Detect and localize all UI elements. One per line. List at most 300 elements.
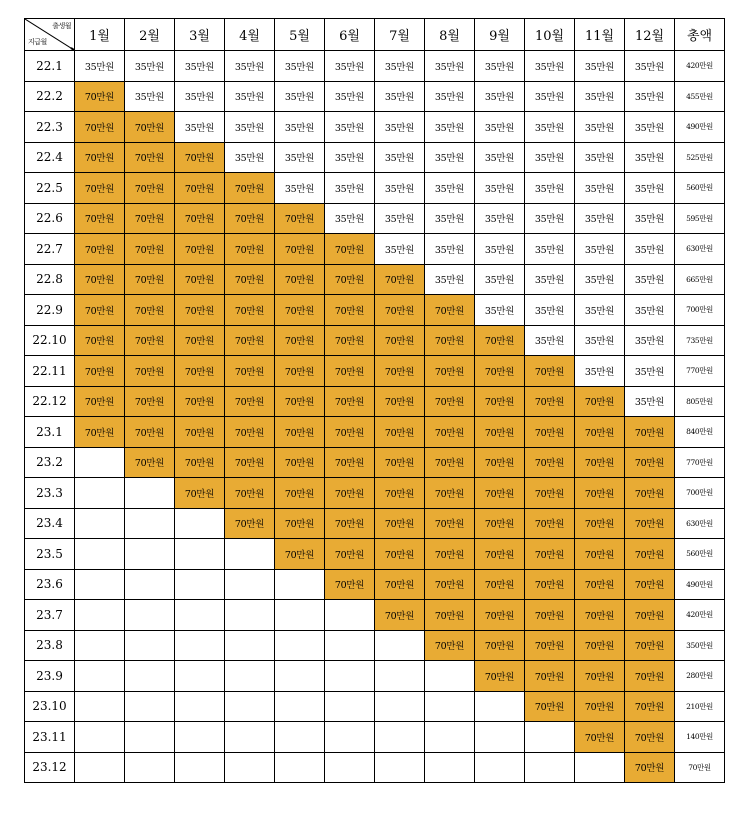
- amount-cell-high: 70만원: [325, 264, 375, 295]
- empty-cell: [225, 569, 275, 600]
- amount-cell-low: 35만원: [575, 325, 625, 356]
- empty-cell: [225, 752, 275, 783]
- empty-cell: [175, 691, 225, 722]
- amount-cell-low: 35만원: [475, 234, 525, 265]
- empty-cell: [325, 661, 375, 692]
- amount-cell-high: 70만원: [125, 325, 175, 356]
- amount-cell-low: 35만원: [75, 51, 125, 82]
- empty-cell: [125, 630, 175, 661]
- row-label: 22.8: [25, 264, 75, 295]
- total-cell: 630만원: [675, 508, 725, 539]
- empty-cell: [75, 539, 125, 570]
- amount-cell-high: 70만원: [275, 203, 325, 234]
- amount-cell-low: 35만원: [375, 173, 425, 204]
- amount-cell-high: 70만원: [475, 600, 525, 631]
- amount-cell-low: 35만원: [425, 142, 475, 173]
- column-header-month: 10월: [525, 19, 575, 51]
- amount-cell-low: 35만원: [625, 264, 675, 295]
- amount-cell-low: 35만원: [575, 264, 625, 295]
- empty-cell: [75, 722, 125, 753]
- row-label: 23.11: [25, 722, 75, 753]
- amount-cell-high: 70만원: [525, 600, 575, 631]
- amount-cell-low: 35만원: [425, 264, 475, 295]
- row-label: 22.12: [25, 386, 75, 417]
- amount-cell-high: 70만원: [425, 447, 475, 478]
- table-row: [25, 386, 725, 417]
- column-header-month: 12월: [625, 19, 675, 51]
- amount-cell-low: 35만원: [325, 203, 375, 234]
- amount-cell-high: 70만원: [625, 539, 675, 570]
- amount-cell-high: 70만원: [375, 356, 425, 387]
- amount-cell-low: 35만원: [625, 234, 675, 265]
- amount-cell-high: 70만원: [575, 661, 625, 692]
- empty-cell: [325, 630, 375, 661]
- table-row: [25, 203, 725, 234]
- empty-cell: [75, 569, 125, 600]
- total-cell: 140만원: [675, 722, 725, 753]
- table-row: [25, 356, 725, 387]
- amount-cell-high: 70만원: [425, 356, 475, 387]
- amount-cell-high: 70만원: [375, 508, 425, 539]
- total-cell: 770만원: [675, 447, 725, 478]
- amount-cell-high: 70만원: [225, 356, 275, 387]
- table-row: [25, 691, 725, 722]
- amount-cell-high: 70만원: [575, 447, 625, 478]
- amount-cell-high: 70만원: [525, 630, 575, 661]
- table-row: [25, 630, 725, 661]
- amount-cell-high: 70만원: [575, 630, 625, 661]
- empty-cell: [425, 691, 475, 722]
- empty-cell: [375, 722, 425, 753]
- amount-cell-high: 70만원: [575, 478, 625, 509]
- amount-cell-low: 35만원: [375, 234, 425, 265]
- empty-cell: [225, 691, 275, 722]
- empty-cell: [275, 600, 325, 631]
- table-row: [25, 142, 725, 173]
- row-label: 23.6: [25, 569, 75, 600]
- amount-cell-high: 70만원: [175, 295, 225, 326]
- amount-cell-high: 70만원: [425, 417, 475, 448]
- corner-birth-month-label: 출생월: [52, 22, 71, 30]
- amount-cell-high: 70만원: [425, 325, 475, 356]
- amount-cell-low: 35만원: [425, 203, 475, 234]
- column-header-month: 3월: [175, 19, 225, 51]
- empty-cell: [475, 691, 525, 722]
- amount-cell-high: 70만원: [425, 539, 475, 570]
- amount-cell-high: 70만원: [525, 661, 575, 692]
- amount-cell-high: 70만원: [475, 478, 525, 509]
- total-cell: 630만원: [675, 234, 725, 265]
- row-label: 23.7: [25, 600, 75, 631]
- amount-cell-high: 70만원: [175, 447, 225, 478]
- empty-cell: [275, 691, 325, 722]
- column-header-month: 1월: [75, 19, 125, 51]
- amount-cell-high: 70만원: [575, 539, 625, 570]
- row-label: 23.10: [25, 691, 75, 722]
- empty-cell: [375, 752, 425, 783]
- amount-cell-low: 35만원: [275, 173, 325, 204]
- column-header-month: 7월: [375, 19, 425, 51]
- empty-cell: [175, 600, 225, 631]
- amount-cell-high: 70만원: [225, 203, 275, 234]
- amount-cell-low: 35만원: [625, 203, 675, 234]
- empty-cell: [75, 447, 125, 478]
- table-row: [25, 112, 725, 143]
- amount-cell-high: 70만원: [75, 142, 125, 173]
- amount-cell-high: 70만원: [175, 417, 225, 448]
- amount-cell-high: 70만원: [275, 264, 325, 295]
- amount-cell-high: 70만원: [275, 234, 325, 265]
- amount-cell-high: 70만원: [375, 264, 425, 295]
- amount-cell-high: 70만원: [175, 325, 225, 356]
- row-label: 22.6: [25, 203, 75, 234]
- amount-cell-low: 35만원: [575, 234, 625, 265]
- amount-cell-high: 70만원: [275, 295, 325, 326]
- amount-cell-high: 70만원: [525, 539, 575, 570]
- total-cell: 350만원: [675, 630, 725, 661]
- amount-cell-low: 35만원: [425, 173, 475, 204]
- empty-cell: [225, 661, 275, 692]
- amount-cell-low: 35만원: [275, 112, 325, 143]
- empty-cell: [275, 630, 325, 661]
- amount-cell-high: 70만원: [325, 356, 375, 387]
- amount-cell-high: 70만원: [475, 386, 525, 417]
- amount-cell-low: 35만원: [525, 173, 575, 204]
- amount-cell-low: 35만원: [175, 51, 225, 82]
- total-cell: 700만원: [675, 295, 725, 326]
- empty-cell: [175, 508, 225, 539]
- row-label: 23.3: [25, 478, 75, 509]
- amount-cell-high: 70만원: [475, 508, 525, 539]
- table-row: [25, 173, 725, 204]
- amount-cell-low: 35만원: [325, 81, 375, 112]
- amount-cell-low: 35만원: [575, 51, 625, 82]
- amount-cell-low: 35만원: [625, 81, 675, 112]
- amount-cell-high: 70만원: [225, 447, 275, 478]
- amount-cell-low: 35만원: [625, 386, 675, 417]
- amount-cell-high: 70만원: [475, 417, 525, 448]
- amount-cell-low: 35만원: [475, 173, 525, 204]
- empty-cell: [175, 569, 225, 600]
- empty-cell: [75, 478, 125, 509]
- total-cell: 455만원: [675, 81, 725, 112]
- row-label: 22.3: [25, 112, 75, 143]
- amount-cell-high: 70만원: [475, 325, 525, 356]
- row-label: 22.7: [25, 234, 75, 265]
- total-cell: 210만원: [675, 691, 725, 722]
- row-label: 22.2: [25, 81, 75, 112]
- amount-cell-low: 35만원: [575, 81, 625, 112]
- table-body: [25, 51, 725, 783]
- empty-cell: [75, 508, 125, 539]
- empty-cell: [75, 691, 125, 722]
- amount-cell-high: 70만원: [575, 600, 625, 631]
- empty-cell: [175, 752, 225, 783]
- amount-cell-high: 70만원: [475, 630, 525, 661]
- amount-cell-high: 70만원: [225, 295, 275, 326]
- column-header-month: 11월: [575, 19, 625, 51]
- total-cell: 770만원: [675, 356, 725, 387]
- amount-cell-high: 70만원: [325, 417, 375, 448]
- row-label: 23.1: [25, 417, 75, 448]
- amount-cell-high: 70만원: [425, 295, 475, 326]
- total-cell: 490만원: [675, 569, 725, 600]
- amount-cell-low: 35만원: [475, 112, 525, 143]
- amount-cell-high: 70만원: [225, 386, 275, 417]
- empty-cell: [225, 600, 275, 631]
- amount-cell-high: 70만원: [125, 447, 175, 478]
- amount-cell-high: 70만원: [325, 234, 375, 265]
- amount-cell-low: 35만원: [525, 234, 575, 265]
- amount-cell-high: 70만원: [125, 356, 175, 387]
- amount-cell-high: 70만원: [525, 691, 575, 722]
- amount-cell-low: 35만원: [575, 112, 625, 143]
- row-label: 23.9: [25, 661, 75, 692]
- amount-cell-high: 70만원: [325, 569, 375, 600]
- table-row: [25, 447, 725, 478]
- amount-cell-low: 35만원: [475, 142, 525, 173]
- amount-cell-high: 70만원: [275, 539, 325, 570]
- amount-cell-low: 35만원: [275, 51, 325, 82]
- empty-cell: [375, 691, 425, 722]
- amount-cell-high: 70만원: [625, 447, 675, 478]
- amount-cell-high: 70만원: [425, 630, 475, 661]
- row-label: 22.9: [25, 295, 75, 326]
- amount-cell-low: 35만원: [475, 295, 525, 326]
- amount-cell-high: 70만원: [575, 508, 625, 539]
- amount-cell-low: 35만원: [475, 264, 525, 295]
- amount-cell-high: 70만원: [525, 447, 575, 478]
- amount-cell-low: 35만원: [325, 112, 375, 143]
- amount-cell-low: 35만원: [325, 51, 375, 82]
- amount-cell-high: 70만원: [525, 356, 575, 387]
- row-label: 23.8: [25, 630, 75, 661]
- amount-cell-high: 70만원: [325, 386, 375, 417]
- empty-cell: [525, 752, 575, 783]
- empty-cell: [75, 661, 125, 692]
- amount-cell-high: 70만원: [75, 112, 125, 143]
- amount-cell-high: 70만원: [625, 478, 675, 509]
- amount-cell-high: 70만원: [75, 325, 125, 356]
- amount-cell-low: 35만원: [275, 142, 325, 173]
- amount-cell-low: 35만원: [425, 81, 475, 112]
- table-row: [25, 478, 725, 509]
- amount-cell-low: 35만원: [225, 112, 275, 143]
- amount-cell-high: 70만원: [325, 539, 375, 570]
- amount-cell-high: 70만원: [275, 478, 325, 509]
- amount-cell-high: 70만원: [75, 81, 125, 112]
- table-row: [25, 264, 725, 295]
- amount-cell-high: 70만원: [125, 234, 175, 265]
- amount-cell-low: 35만원: [575, 356, 625, 387]
- amount-cell-high: 70만원: [525, 417, 575, 448]
- empty-cell: [475, 752, 525, 783]
- amount-cell-low: 35만원: [425, 51, 475, 82]
- amount-cell-high: 70만원: [125, 173, 175, 204]
- amount-cell-high: 70만원: [375, 386, 425, 417]
- column-header-total: 총액: [675, 19, 725, 51]
- total-cell: 805만원: [675, 386, 725, 417]
- amount-cell-high: 70만원: [575, 722, 625, 753]
- amount-cell-low: 35만원: [425, 112, 475, 143]
- empty-cell: [125, 569, 175, 600]
- row-label: 22.1: [25, 51, 75, 82]
- amount-cell-high: 70만원: [125, 386, 175, 417]
- amount-cell-high: 70만원: [325, 295, 375, 326]
- amount-cell-high: 70만원: [125, 142, 175, 173]
- row-label: 22.4: [25, 142, 75, 173]
- amount-cell-low: 35만원: [225, 142, 275, 173]
- amount-cell-low: 35만원: [475, 203, 525, 234]
- amount-cell-high: 70만원: [325, 508, 375, 539]
- amount-cell-high: 70만원: [575, 386, 625, 417]
- amount-cell-high: 70만원: [375, 539, 425, 570]
- empty-cell: [225, 630, 275, 661]
- amount-cell-high: 70만원: [575, 417, 625, 448]
- corner-header-cell: [25, 19, 75, 51]
- table-row: [25, 234, 725, 265]
- empty-cell: [575, 752, 625, 783]
- amount-cell-high: 70만원: [625, 569, 675, 600]
- empty-cell: [425, 752, 475, 783]
- amount-cell-low: 35만원: [375, 112, 425, 143]
- total-cell: 595만원: [675, 203, 725, 234]
- amount-cell-high: 70만원: [375, 325, 425, 356]
- amount-cell-high: 70만원: [75, 386, 125, 417]
- amount-cell-low: 35만원: [175, 112, 225, 143]
- amount-cell-high: 70만원: [575, 569, 625, 600]
- total-cell: 560만원: [675, 173, 725, 204]
- empty-cell: [325, 752, 375, 783]
- amount-cell-high: 70만원: [125, 295, 175, 326]
- empty-cell: [125, 478, 175, 509]
- amount-cell-high: 70만원: [625, 661, 675, 692]
- empty-cell: [375, 630, 425, 661]
- empty-cell: [175, 630, 225, 661]
- amount-cell-high: 70만원: [75, 173, 125, 204]
- empty-cell: [75, 600, 125, 631]
- header-row: [25, 19, 725, 51]
- amount-cell-low: 35만원: [575, 295, 625, 326]
- total-cell: 420만원: [675, 600, 725, 631]
- amount-cell-high: 70만원: [175, 234, 225, 265]
- amount-cell-low: 35만원: [525, 81, 575, 112]
- column-header-month: 9월: [475, 19, 525, 51]
- total-cell: 840만원: [675, 417, 725, 448]
- row-label: 22.10: [25, 325, 75, 356]
- amount-cell-high: 70만원: [175, 264, 225, 295]
- amount-cell-high: 70만원: [375, 295, 425, 326]
- amount-cell-low: 35만원: [325, 142, 375, 173]
- amount-cell-high: 70만원: [175, 173, 225, 204]
- amount-cell-low: 35만원: [225, 81, 275, 112]
- amount-cell-low: 35만원: [375, 81, 425, 112]
- amount-cell-high: 70만원: [625, 630, 675, 661]
- amount-cell-high: 70만원: [625, 752, 675, 783]
- empty-cell: [275, 752, 325, 783]
- amount-cell-low: 35만원: [625, 325, 675, 356]
- amount-cell-low: 35만원: [375, 142, 425, 173]
- amount-cell-high: 70만원: [525, 478, 575, 509]
- amount-cell-low: 35만원: [625, 173, 675, 204]
- amount-cell-high: 70만원: [325, 447, 375, 478]
- amount-cell-high: 70만원: [625, 722, 675, 753]
- empty-cell: [175, 722, 225, 753]
- amount-cell-high: 70만원: [225, 234, 275, 265]
- amount-cell-low: 35만원: [625, 51, 675, 82]
- amount-cell-high: 70만원: [175, 478, 225, 509]
- amount-cell-high: 70만원: [75, 295, 125, 326]
- amount-cell-high: 70만원: [75, 356, 125, 387]
- empty-cell: [525, 722, 575, 753]
- table-row: [25, 600, 725, 631]
- amount-cell-high: 70만원: [475, 539, 525, 570]
- amount-cell-high: 70만원: [575, 691, 625, 722]
- total-cell: 420만원: [675, 51, 725, 82]
- total-cell: 665만원: [675, 264, 725, 295]
- empty-cell: [325, 722, 375, 753]
- amount-cell-low: 35만원: [525, 264, 575, 295]
- empty-cell: [75, 630, 125, 661]
- amount-cell-high: 70만원: [75, 417, 125, 448]
- column-header-month: 5월: [275, 19, 325, 51]
- amount-cell-low: 35만원: [475, 81, 525, 112]
- empty-cell: [75, 752, 125, 783]
- row-label: 23.12: [25, 752, 75, 783]
- amount-cell-low: 35만원: [625, 112, 675, 143]
- table-row: [25, 51, 725, 82]
- amount-cell-high: 70만원: [375, 569, 425, 600]
- amount-cell-low: 35만원: [175, 81, 225, 112]
- row-label: 23.5: [25, 539, 75, 570]
- amount-cell-high: 70만원: [225, 417, 275, 448]
- empty-cell: [425, 661, 475, 692]
- amount-cell-high: 70만원: [225, 478, 275, 509]
- amount-cell-low: 35만원: [425, 234, 475, 265]
- amount-cell-low: 35만원: [525, 325, 575, 356]
- total-cell: 525만원: [675, 142, 725, 173]
- amount-cell-high: 70만원: [425, 600, 475, 631]
- corner-payment-month-label: 지급월: [28, 38, 47, 46]
- amount-cell-low: 35만원: [225, 51, 275, 82]
- column-header-month: 4월: [225, 19, 275, 51]
- amount-cell-low: 35만원: [575, 142, 625, 173]
- amount-cell-high: 70만원: [425, 508, 475, 539]
- amount-cell-high: 70만원: [475, 447, 525, 478]
- table-row: [25, 722, 725, 753]
- table-row: [25, 508, 725, 539]
- empty-cell: [125, 508, 175, 539]
- amount-cell-high: 70만원: [475, 661, 525, 692]
- amount-cell-high: 70만원: [425, 478, 475, 509]
- table-row: [25, 81, 725, 112]
- empty-cell: [125, 722, 175, 753]
- total-cell: 700만원: [675, 478, 725, 509]
- amount-cell-high: 70만원: [525, 508, 575, 539]
- amount-cell-high: 70만원: [175, 142, 225, 173]
- amount-cell-high: 70만원: [475, 569, 525, 600]
- empty-cell: [125, 600, 175, 631]
- table-row: [25, 539, 725, 570]
- amount-cell-high: 70만원: [375, 600, 425, 631]
- amount-cell-low: 35만원: [575, 203, 625, 234]
- empty-cell: [125, 661, 175, 692]
- amount-cell-high: 70만원: [225, 173, 275, 204]
- row-label: 22.5: [25, 173, 75, 204]
- amount-cell-high: 70만원: [125, 417, 175, 448]
- table-row: [25, 417, 725, 448]
- amount-cell-high: 70만원: [275, 356, 325, 387]
